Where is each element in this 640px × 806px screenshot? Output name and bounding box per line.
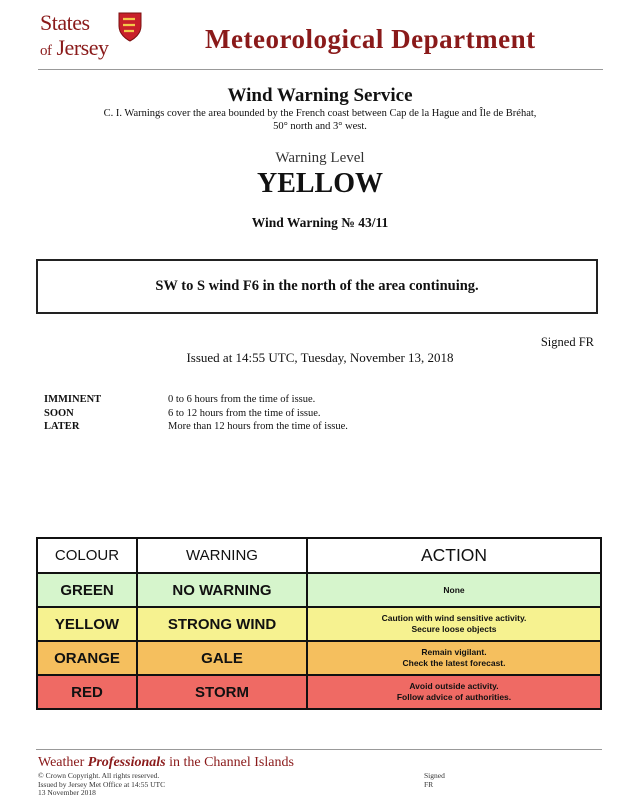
definition-row: [44, 420, 348, 434]
table-header-row: [37, 538, 601, 573]
jersey-shield-icon: [118, 12, 142, 42]
definition-row: [44, 393, 348, 407]
logo-text-of-jersey: [40, 35, 108, 61]
cell-colour: YELLOW: [37, 607, 137, 641]
warning-number-label: Wind Warning №: [251, 215, 355, 230]
warning-level-label: Warning Level: [275, 150, 365, 166]
warning-levels-table: [36, 537, 602, 710]
action-line-2: Secure loose objects: [411, 624, 497, 634]
table-row-orange: [37, 641, 601, 675]
timing-definitions: [44, 393, 348, 434]
action-line-1: Avoid outside activity.: [409, 681, 499, 691]
footer-signed-label: Signed: [424, 771, 445, 780]
coverage-line-1: C. I. Warnings cover the area bounded by the French coast between Cap de la Hague and Île de Bréhat,: [103, 108, 537, 119]
footer-tagline: [38, 755, 294, 771]
issued-time: Issued at 14:55 UTC, Tuesday, November 13, 2018: [186, 350, 454, 365]
footer-line-3: 13 November 2018: [38, 788, 96, 797]
logo-text-states: States: [40, 10, 90, 35]
table-row-green: [37, 573, 601, 607]
cell-warning: STRONG WIND: [137, 607, 307, 641]
definition-term: SOON: [44, 407, 74, 419]
table-row-red: [37, 675, 601, 709]
definition-term: LATER: [44, 421, 80, 432]
cell-action: [307, 675, 601, 709]
tagline-post: in the Channel Islands: [165, 755, 294, 770]
warning-message-box: [36, 259, 598, 314]
department-title: Meteorological Department: [205, 24, 536, 54]
cell-action: [307, 641, 601, 675]
header-divider: [38, 69, 603, 70]
footer-signed: [424, 772, 445, 789]
cell-warning: STORM: [137, 675, 307, 709]
definition-desc: 6 to 12 hours from the time of issue.: [168, 407, 321, 419]
definition-row: [44, 407, 348, 421]
warning-number: [0, 215, 640, 231]
action-line-2: Check the latest forecast.: [402, 658, 506, 668]
logo-text-of: of: [40, 43, 52, 59]
action-line-2: Follow advice of authorities.: [396, 692, 512, 702]
cell-warning: GALE: [137, 641, 307, 675]
warning-number-value: 43/11: [358, 215, 389, 230]
definition-term: IMMINENT: [44, 394, 102, 405]
action-line-1: Caution with wind sensitive activity.: [381, 613, 527, 623]
definition-desc: More than 12 hours from the time of issue.: [168, 421, 348, 432]
warning-level-value: YELLOW: [256, 168, 384, 199]
warning-message: SW to S wind F6 in the north of the area continuing.: [155, 278, 479, 294]
cell-action: [307, 607, 601, 641]
action-line-1: None: [443, 584, 465, 595]
table-row-yellow: [37, 607, 601, 641]
logo-text-jersey: Jersey: [56, 35, 109, 60]
cell-colour: ORANGE: [37, 641, 137, 675]
coverage-note: [30, 107, 610, 133]
cell-warning: NO WARNING: [137, 573, 307, 607]
footer-divider: [36, 749, 602, 750]
column-header-colour: COLOUR: [37, 538, 137, 573]
tagline-emphasis: Professionals: [87, 755, 166, 770]
coverage-line-2: 50° north and 3° west.: [273, 121, 367, 132]
states-of-jersey-logo: [38, 8, 148, 64]
footer-copyright: [38, 772, 165, 798]
footer-line-1: © Crown Copyright. All rights reserved.: [38, 771, 160, 780]
service-title: Wind Warning Service: [227, 85, 413, 106]
action-line-1: Remain vigilant.: [421, 647, 487, 657]
signed-by: Signed FR: [540, 335, 594, 349]
footer-signed-value: FR: [424, 779, 434, 789]
cell-action: [307, 573, 601, 607]
cell-colour: GREEN: [37, 573, 137, 607]
column-header-warning: WARNING: [137, 538, 307, 573]
definition-desc: 0 to 6 hours from the time of issue.: [168, 394, 316, 405]
cell-colour: RED: [37, 675, 137, 709]
column-header-action: ACTION: [307, 538, 601, 573]
tagline-pre: Weather: [38, 755, 88, 770]
footer-line-2: Issued by Jersey Met Office at 14:55 UTC: [38, 779, 166, 789]
